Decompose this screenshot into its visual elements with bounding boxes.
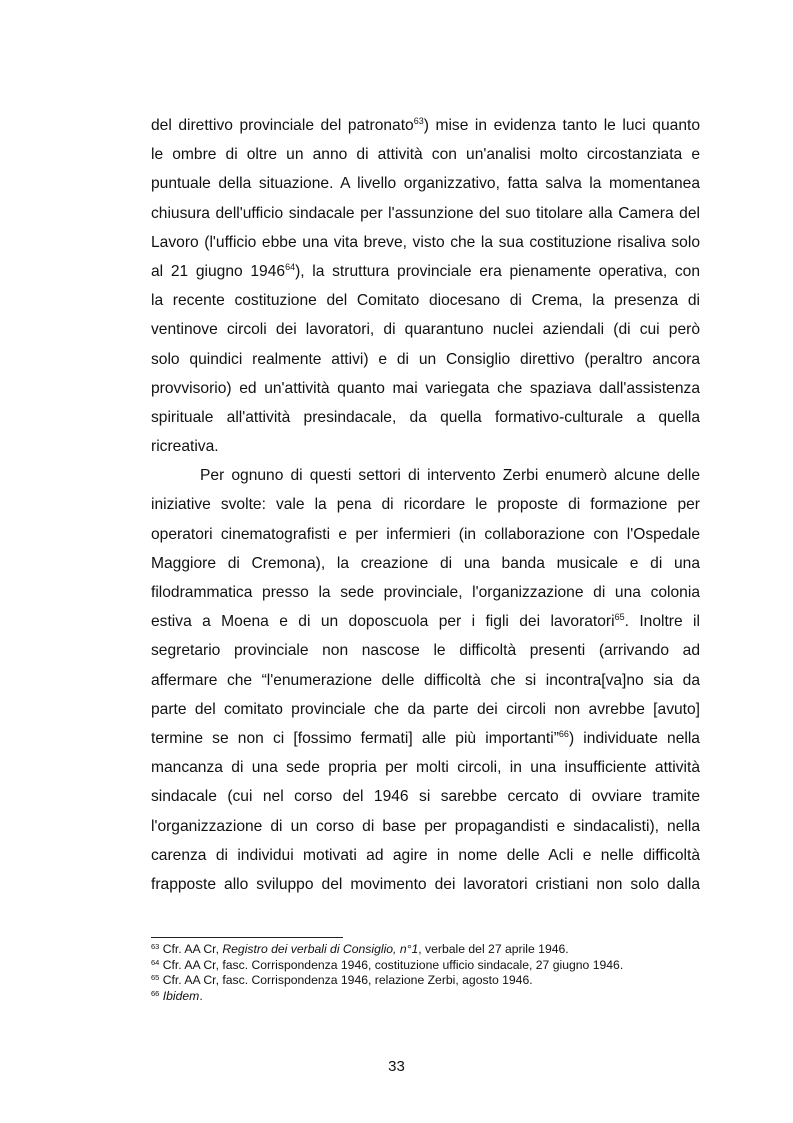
footnote-text: Cfr. AA Cr, [162,942,223,956]
text-line [151,257,700,286]
text-run: del direttivo provinciale del patronato [151,117,414,134]
text-line: spirituale all'attività presindacale, da quella formativo-culturale a quella [151,408,700,426]
text-line: Lavoro (l'ufficio ebbe una vita breve, visto che la sua costituzione risaliva solo [151,233,700,251]
text-line: operatori cinematografisti e per infermieri (in collaborazione con l'Ospedale [151,525,700,543]
text-run: ) mise in evidenza tanto le luci quanto [423,117,700,134]
text-line: l'organizzazione di un corso di base per propagandisti e sindacalisti), nella [151,817,700,835]
text-line: le ombre di oltre un anno di attività con un'analisi molto circostanziata e [151,146,700,164]
text-line [151,607,700,636]
footnote-63 [151,942,711,958]
text-line: ricreativa. [151,438,219,456]
footnote-text: , verbale del 27 aprile 1946. [418,942,569,956]
text-line: mancanza di una sede propria per molti circoli, in una insufficiente attività [151,759,700,777]
footnote-ref-66[interactable]: 66 [558,728,569,739]
text-line: filodrammatica presso la sede provinciale, l'organizzazione di una colonia [151,584,700,601]
text-line: ventinove circoli dei lavoratori, di quarantuno nuclei aziendali (di cui però [151,321,700,339]
text-line: affermare che “l'enumerazione delle difficoltà che si incontra[va]no sia da [151,671,700,689]
text-line: puntuale della situazione. A livello organizzativo, fatta salva la momentanea [151,175,700,193]
footnote-number: 63 [151,942,160,951]
footnote-ref-65[interactable]: 65 [614,612,625,623]
text-line: iniziative svolte: vale la pena di ricordare le proposte di formazione per [151,496,700,514]
text-line: solo quindici realmente attivi) e di un Consiglio direttivo (peraltro ancora [151,350,700,368]
text-line: Per ognuno di questi settori di intervento Zerbi enumerò alcune delle [200,467,700,485]
footnote-number: 66 [151,988,160,998]
footnote-number: 64 [151,957,160,967]
text-line: Maggiore di Cremona), la creazione di una banda musicale e di una [151,554,700,572]
footnote-separator [151,937,343,938]
footnote-66 [151,989,711,1005]
text-run: ), la struttura provinciale era pienamente operativa, con [295,262,700,280]
footnote-text: Cfr. AA Cr, fasc. Corrispondenza 1946, costituzione ufficio sindacale, 27 giugno 1946. [162,957,624,972]
footnote-ref-63[interactable]: 63 [413,116,424,126]
text-run: estiva a Moena e di un doposcuola per i figli dei lavoratori [151,613,615,631]
footnotes [151,942,711,1004]
footnote-text: Cfr. AA Cr, fasc. Corrispondenza 1946, relazione Zerbi, agosto 1946. [162,973,533,988]
footnote-title: Registro dei verbali di Consiglio, n°1 [222,942,419,956]
text-line: provvisorio) ed un'attività quanto mai variegata che spaziava dall'assistenza [151,379,700,397]
page-number: 33 [388,1058,405,1075]
text-line: sindacale (cui nel corso del 1946 si sarebbe cercato di ovviare tramite [151,788,700,806]
text-run: ) individuate nella [568,729,700,747]
footnote-number: 65 [151,973,160,983]
footnote-title: Ibidem [162,988,200,1003]
text-line: segretario provinciale non nascose le difficoltà presenti (arrivando ad [151,642,700,660]
text-run: al 21 giugno 1946 [151,262,286,280]
footnote-65 [151,973,711,989]
text-run: . Inoltre il [624,613,700,631]
text-line: parte del comitato provinciale che da parte dei circoli non avrebbe [avuto] [151,700,700,718]
text-line: carenza di individui motivati ad agire in nome delle Acli e nelle difficoltà [151,846,700,864]
footnote-text: . [199,988,203,1003]
body-text [151,111,700,899]
text-line [151,111,700,140]
footnote-ref-64[interactable]: 64 [285,261,296,272]
footnote-64 [151,958,711,974]
text-run: termine se non ci [fossimo fermati] alle più importanti” [151,729,559,747]
text-line: chiusura dell'ufficio sindacale per l'assunzione del suo titolare alla Camera del [151,204,700,222]
text-line: la recente costituzione del Comitato diocesano di Crema, la presenza di [151,292,700,310]
text-line [151,724,700,753]
text-line: frapposte allo sviluppo del movimento dei lavoratori cristiani non solo dalla [151,875,700,893]
